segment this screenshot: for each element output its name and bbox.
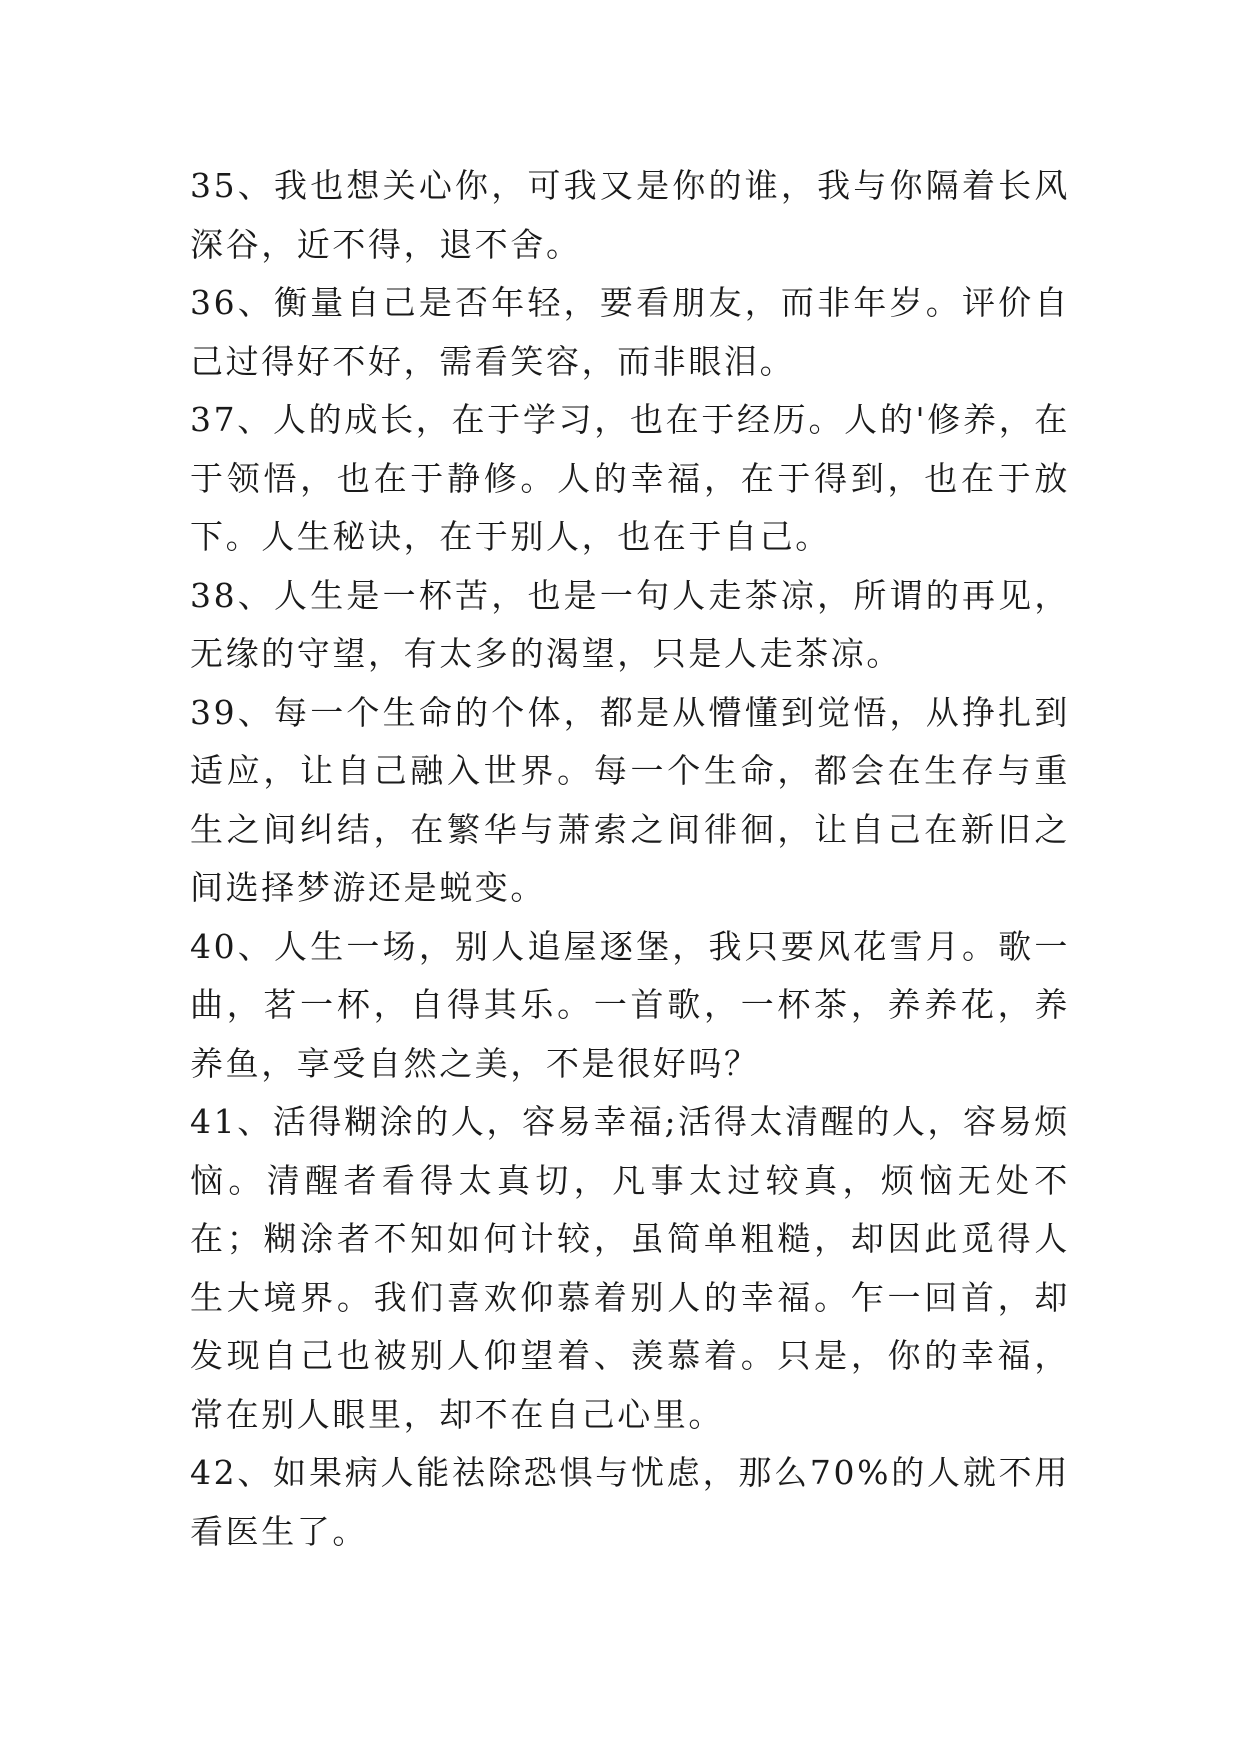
paragraph-42: 42、如果病人能祛除恐惧与忧虑，那么70%的人就不用看医生了。 bbox=[190, 1453, 1070, 1551]
paragraph-39: 39、每一个生命的个体，都是从懵懂到觉悟，从挣扎到适应，让自己融入世界。每一个生命，都会在生存与重生之间纠结，在繁华与萧索之间徘徊，让自己在新旧之间选择梦游还是蜕变。 bbox=[190, 692, 1070, 907]
paragraph-38: 38、人生是一杯苦，也是一句人走茶凉，所谓的再见，无缘的守望，有太多的渴望，只是人走茶凉。 bbox=[190, 575, 1070, 673]
paragraph-41: 41、活得糊涂的人，容易幸福;活得太清醒的人，容易烦恼。清醒者看得太真切，凡事太过较真，烦恼无处不在；糊涂者不知如何计较，虽简单粗糙，却因此觅得人生大境界。我们喜欢仰慕着别人的幸福。乍一回首，却发现自己也被别人仰望着、羡慕着。只是，你的幸福，常在别人眼里，却不在自己心里。 bbox=[190, 1102, 1070, 1434]
paragraph-35: 35、我也想关心你，可我又是你的谁，我与你隔着长风深谷，近不得，退不舍。 bbox=[190, 166, 1070, 264]
document-body bbox=[190, 157, 1070, 1561]
paragraph-40: 40、人生一场，别人追屋逐堡，我只要风花雪月。歌一曲，茗一杯，自得其乐。一首歌，一杯茶，养养花，养养鱼，享受自然之美，不是很好吗？ bbox=[190, 926, 1070, 1083]
paragraph-36: 36、衡量自己是否年轻，要看朋友，而非年岁。评价自己过得好不好，需看笑容，而非眼泪。 bbox=[190, 283, 1070, 381]
paragraph-37: 37、人的成长，在于学习，也在于经历。人的'修养，在于领悟，也在于静修。人的幸福，在于得到，也在于放下。人生秘诀，在于别人，也在于自己。 bbox=[190, 400, 1070, 556]
